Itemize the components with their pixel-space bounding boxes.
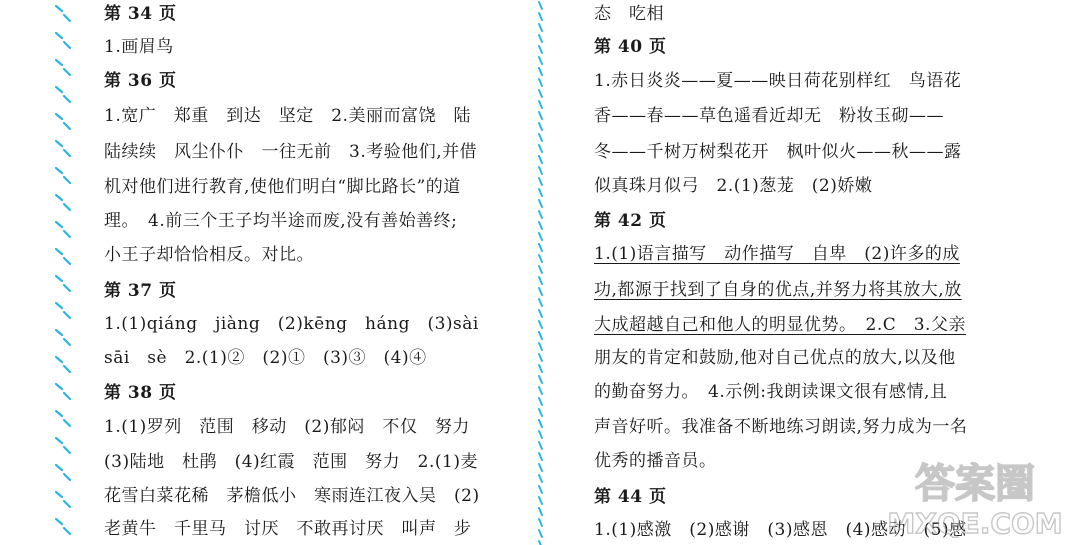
page-heading: 第 38 页 (104, 383, 177, 403)
divider-tick (539, 354, 542, 361)
answer-line: 1.(1)感激 (2)感谢 (3)感恩 (4)感动 (5)感 (594, 520, 967, 540)
divider-tick (539, 255, 542, 262)
divider-tick (539, 222, 542, 229)
divider-tick (539, 46, 542, 53)
divider-tick (539, 409, 542, 416)
divider-tick (539, 156, 542, 163)
margin-tick (56, 438, 70, 453)
divider-tick (539, 112, 542, 119)
divider-tick (539, 200, 542, 207)
divider-tick (539, 2, 542, 9)
divider-tick (539, 79, 542, 86)
answer-line: (3)陆地 杜鹃 (4)红霞 范围 努力 2.(1)麦 (104, 452, 478, 472)
divider-tick (539, 244, 542, 251)
divider-tick (539, 123, 542, 130)
answer-line: 机对他们进行教育,使他们明白“脚比路长”的道 (104, 177, 461, 197)
divider-tick (539, 189, 542, 196)
watermark-logo (880, 449, 1070, 539)
divider-tick (539, 211, 542, 218)
divider-tick (539, 266, 542, 273)
page-heading: 第 42 页 (594, 211, 667, 231)
answer-line: 理。 4.前三个王子均半途而废,没有善始善终; (104, 211, 458, 231)
margin-tick (56, 330, 70, 345)
margin-tick (56, 168, 70, 183)
answer-line: 1.(1)语言描写 动作描写 自卑 (2)许多的成 (594, 244, 960, 264)
divider-tick (539, 288, 542, 295)
divider-tick (539, 178, 542, 185)
answer-line: 优秀的播音员。 (594, 451, 717, 471)
divider-tick (539, 387, 542, 394)
answer-line: 的勤奋努力。 4.示例:我朗读课文很有感情,且 (594, 382, 948, 402)
margin-tick (56, 195, 70, 210)
center-divider-decoration (534, 0, 548, 545)
divider-tick (539, 519, 542, 526)
divider-tick (539, 497, 542, 504)
divider-tick (539, 277, 542, 284)
margin-tick (56, 33, 70, 48)
margin-tick (56, 114, 70, 129)
divider-tick (539, 134, 542, 141)
divider-tick (539, 453, 542, 460)
margin-tick (56, 60, 70, 75)
answer-line: 1.(1)罗列 范围 移动 (2)郁闷 不仅 努力 (104, 417, 470, 437)
divider-tick (539, 431, 542, 438)
answer-line: 态 吃相 (594, 4, 664, 24)
answer-line: 老黄牛 千里马 讨厌 不敢再讨厌 叫声 步 (104, 519, 472, 539)
divider-tick (539, 101, 542, 108)
margin-tick (56, 249, 70, 264)
answer-line: 香——春——草色遥看近却无 粉妆玉砌—— (594, 106, 944, 126)
margin-tick (56, 303, 70, 318)
margin-tick (56, 222, 70, 237)
divider-tick (539, 541, 542, 545)
divider-tick (539, 299, 542, 306)
margin-tick (56, 276, 70, 291)
margin-tick (56, 519, 70, 534)
answer-line: 1.宽广 郑重 到达 坚定 2.美丽而富饶 陆 (104, 106, 471, 126)
answer-line: 小王子却恰恰相反。对比。 (104, 245, 314, 265)
answer-line: 朋友的肯定和鼓励,他对自己优点的放大,以及他 (594, 348, 956, 368)
left-margin-decoration (52, 0, 74, 545)
divider-tick (539, 24, 542, 31)
divider-tick (539, 233, 542, 240)
answer-line: 大成超越自己和他人的明显优势。 2.C 3.父亲 (594, 315, 966, 335)
divider-tick (539, 13, 542, 20)
answer-line: 花雪白菜花稀 茅檐低小 寒雨连江夜入吴 (2) (104, 486, 480, 506)
answer-line: 1.(1)qiáng jiàng (2)kēng háng (3)sài (104, 314, 479, 334)
divider-tick (539, 321, 542, 328)
watermark-text: 答案圈 (915, 461, 1035, 507)
page-heading: 第 36 页 (104, 71, 177, 91)
divider-tick (539, 398, 542, 405)
answer-line: 陆续续 风尘仆仆 一往无前 3.考验他们,并借 (104, 142, 478, 162)
divider-tick (539, 167, 542, 174)
divider-tick (539, 486, 542, 493)
margin-tick (56, 141, 70, 156)
answer-line: sāi sè 2.(1)② (2)① (3)③ (4)④ (104, 348, 427, 368)
divider-tick (539, 508, 542, 515)
divider-tick (539, 68, 542, 75)
page-heading: 第 40 页 (594, 37, 667, 57)
divider-tick (539, 475, 542, 482)
divider-tick (539, 442, 542, 449)
answer-line: 功,都源于找到了自身的优点,并努力将其放大,放 (594, 280, 962, 300)
margin-tick (56, 87, 70, 102)
divider-tick (539, 420, 542, 427)
divider-tick (539, 376, 542, 383)
answer-line: 声音好听。我准备不断地练习朗读,努力成为一名 (594, 417, 968, 437)
page-heading: 第 44 页 (594, 487, 667, 507)
page-heading: 第 37 页 (104, 281, 177, 301)
margin-tick (56, 384, 70, 399)
margin-tick (56, 411, 70, 426)
margin-tick (56, 465, 70, 480)
divider-tick (539, 343, 542, 350)
answer-line: 1.画眉鸟 (104, 37, 174, 57)
watermark-url: MXQE.COM (887, 507, 1063, 539)
divider-tick (539, 530, 542, 537)
divider-tick (539, 310, 542, 317)
divider-tick (539, 145, 542, 152)
answer-line: 1.赤日炎炎——夏——映日荷花别样红 鸟语花 (594, 71, 962, 91)
margin-tick (56, 357, 70, 372)
answer-line: 似真珠月似弓 2.(1)葱茏 (2)娇嫩 (594, 176, 873, 196)
page-heading: 第 34 页 (104, 4, 177, 24)
margin-tick (56, 6, 70, 21)
answer-line: 冬——千树万树梨花开 枫叶似火——秋——露 (594, 142, 962, 162)
divider-tick (539, 332, 542, 339)
divider-tick (539, 365, 542, 372)
divider-tick (539, 90, 542, 97)
margin-tick (56, 492, 70, 507)
divider-tick (539, 57, 542, 64)
divider-tick (539, 464, 542, 471)
divider-tick (539, 35, 542, 42)
